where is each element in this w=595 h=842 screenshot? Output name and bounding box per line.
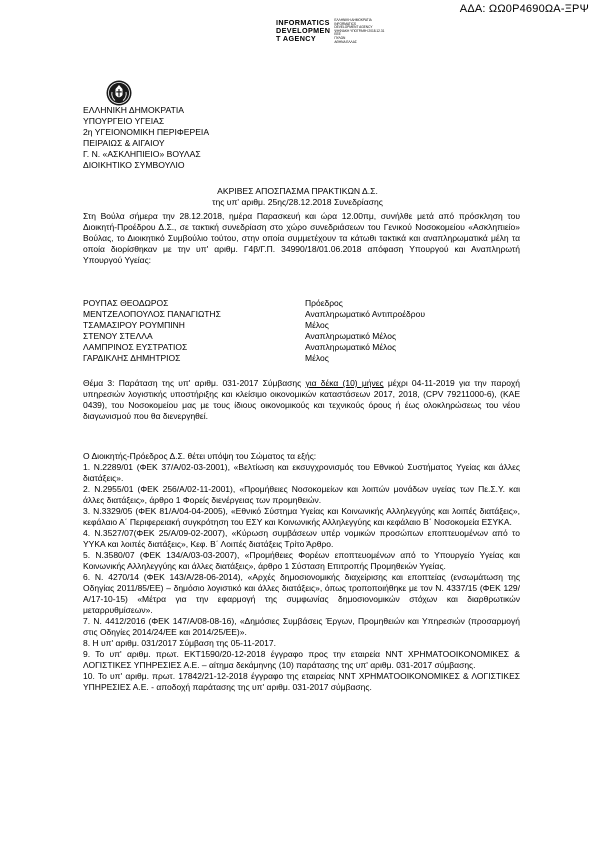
legal-basis-item: 2. Ν.2955/01 (ΦΕΚ 256/Α/02-11-2001), «Προμήθειες Νοσοκομείων και λοιπών μονάδων υγείας των Πε.Σ.Υ. και άλλες διατάξεις», άρθρο 1 Φορείς διενέργειας των προμηθειών. bbox=[83, 484, 520, 505]
member-role: Αναπληρωματικό Μέλος bbox=[305, 342, 397, 352]
legal-basis-item: 3. Ν.3329/05 (ΦΕΚ 81/Α/04-04-2005), «Εθνικό Σύστημα Υγείας και Κοινωνικής Αλληλεγγύης και λοιπές διατάξεις», κεφάλαιο Α΄ Περιφερειακή συγκρότηση του ΕΣΥ και Κοινωνικής Αλληλεγγύης και κεφάλαιο Β΄ Νοσοκομεία ΕΣΥΚΑ. bbox=[83, 506, 520, 527]
stamp-small-line: ΨΗΦΙΑΚΗ ΥΠΟΓΡΑΦΗ 2018.12.31 bbox=[334, 28, 385, 33]
title-line-1: ΑΚΡΙΒΕΣ ΑΠΟΣΠΑΣΜΑ ΠΡΑΚΤΙΚΩΝ Δ.Σ. bbox=[217, 186, 378, 196]
issuer-header bbox=[83, 105, 209, 171]
member-name: ΣΤΕΝΟΥ ΣΤΕΛΛΑ bbox=[83, 331, 153, 341]
stamp-line: T AGENCY bbox=[276, 34, 317, 43]
legal-basis-item: 10. Το υπ' αριθμ. πρωτ. 17842/21-12-2018 έγγραφο της εταιρείας ΝΝΤ ΧΡΗΜΑΤΟΟΙΚΟΝΟΜΙΚΕΣ & ΛΟΓΙΣΤΙΚΕΣ ΥΠΗΡΕΣΙΕΣ Α.Ε. - αποδοχή παράτασης της υπ' αριθμ. 031-2017 σύμβασης. bbox=[83, 671, 520, 692]
member-row bbox=[83, 298, 520, 309]
legal-basis-item: 8. Η υπ' αριθμ. 031/2017 Σύμβαση της 05-11-2017. bbox=[83, 638, 276, 648]
intro-paragraph: Στη Βούλα σήμερα την 28.12.2018, ημέρα Παρασκευή και ώρα 12.00πμ, συνήλθε μετά από πρόσκληση του Διοικητή-Προέδρου Δ.Σ., σε τακτική συνεδρίαση στο χώρο συνεδριάσεων του Γενικού Νοσοκομείου «Ασκληπιείο» Βούλας, το Διοικητικό Συμβούλιο τούτου, στην οποία συμμετέχουν τα κάτωθι τακτικά και αναπληρωματικά μέλη τα οποία διορίσθηκαν με την υπ' αριθμ. Γ4β/Γ.Π. 34990/18/01.06.2018 απόφαση Υπουργού και Αναπληρωτή Υπουργού Υγείας: bbox=[83, 211, 520, 265]
member-row bbox=[83, 309, 520, 320]
hellenic-emblem-icon bbox=[106, 80, 132, 106]
topic-duration: για δέκα (10) μήνες bbox=[305, 378, 384, 388]
member-role: Αναπληρωματικό Μέλος bbox=[305, 331, 397, 341]
legal-basis-item: 5. Ν.3580/07 (ΦΕΚ 134/Α/03-03-2007), «Προμήθειες Φορέων εποπτευομένων από το Υπουργείο Υγείας και Κοινωνικής Αλληλεγγύης και άλλες διατάξεις», άρθρο 1 Σύσταση Επιτροπής Προμηθειών Υγείας. bbox=[83, 550, 520, 571]
member-role: Μέλος bbox=[305, 320, 329, 330]
stamp-small-line: ΠΥΛΩΝ bbox=[334, 35, 346, 40]
member-row bbox=[83, 353, 520, 364]
header-line: Γ. Ν. «ΑΣΚΛΗΠΙΕΙΟ» ΒΟΥΛΑΣ bbox=[83, 149, 201, 159]
topic-text: Θέμα 3: Παράταση της υπ' αριθμ. 031-2017 Σύμβασης bbox=[83, 378, 306, 388]
header-line: ΥΠΟΥΡΓΕΙΟ ΥΓΕΙΑΣ bbox=[83, 116, 165, 126]
header-line: 2η ΥΓΕΙΟΝΟΜΙΚΗ ΠΕΡΙΦΕΡΕΙΑ bbox=[83, 127, 210, 137]
legal-basis-item: 6. Ν. 4270/14 (ΦΕΚ 143/Α/28-06-2014), «Αρχές δημοσιονομικής διαχείρισης και εποπτείας (ενσωμάτωση της Οδηγίας 2011/85/ΕΕ) – δημόσιο λογιστικό και άλλες διατάξεις», όπως τροποποιήθηκε με τον Ν. 4337/15 (ΦΕΚ 129/Α/17-10-15) «Μέτρα για την εφαρμογή της συμφωνίας δημοσιονομικών στόχων και διαρθρωτικών μεταρρυθμίσεων». bbox=[83, 572, 520, 615]
board-members-list bbox=[83, 298, 520, 364]
member-name: ΡΟΥΠΑΣ ΘΕΟΔΩΡΟΣ bbox=[83, 298, 169, 308]
member-row bbox=[83, 342, 520, 353]
legal-basis-item: 1. Ν.2289/01 (ΦΕΚ 37/Α/02-03-2001), «Βελτίωση και εκσυγχρονισμός του Εθνικού Συστήματος Υγείας και άλλες διατάξεις». bbox=[83, 462, 520, 483]
member-role: Αναπληρωματικό Αντιπροέδρου bbox=[305, 309, 425, 319]
legal-basis-item: 4. Ν.3527/07(ΦΕΚ 25/Α/09-02-2007), «Κύρωση συμβάσεων υπέρ νομικών προσώπων εποπτευομένων από το ΥΥΚΑ και λοιπές διατάξεις», Κεφ. Β΄ Λοιπές διατάξεις Τρίτο Άρθρο. bbox=[83, 528, 520, 549]
informatics-agency-stamp bbox=[276, 19, 386, 44]
header-line: ΠΕΙΡΑΙΩΣ & ΑΙΓΑΙΟΥ bbox=[83, 138, 165, 148]
member-row bbox=[83, 320, 520, 331]
stamp-line: INFORMATICS bbox=[276, 18, 330, 27]
topic-text-rest: μέχρι 04-11-2019 για την παροχή υπηρεσιών λογιστικής υποστήριξης και κλείσιμο οικονομικών καταστάσεων 2017, 2018, (CPV 79211000-6), (ΚΑΕ 0439), του Νοσοκομείου μας με τους ίδιους οικονομικούς και τεχνικούς όρους ή έως ολοκληρώσεως του νέου διαγωνισμού που θα διενεργηθεί. bbox=[83, 378, 520, 421]
stamp-words bbox=[276, 19, 330, 44]
stamp-small-print bbox=[334, 19, 386, 44]
legal-basis-item: 7. Ν. 4412/2016 (ΦΕΚ 147/Α/08-08-16), «Δημόσιες Συμβάσεις Έργων, Προμηθειών και Υπηρεσιών (προσαρμογή στις Οδηγίες 2014/24/ΕΕ και 2014/25/ΕΕ)». bbox=[83, 616, 520, 637]
member-name: ΤΣΑΜΑΣΙΡΟΥ ΡΟΥΜΠΙΝΗ bbox=[83, 320, 185, 330]
topic-paragraph bbox=[83, 378, 520, 422]
stamp-line: DEVELOPMEN bbox=[276, 26, 331, 35]
header-line: ΔΙΟΙΚΗΤΙΚΟ ΣΥΜΒΟΥΛΙΟ bbox=[83, 160, 185, 170]
header-line: ΕΛΛΗΝΙΚΗ ΔΗΜΟΚΡΑΤΙΑ bbox=[83, 105, 184, 115]
stamp-small-line: DEVELOPMENT AGENCY bbox=[334, 25, 373, 30]
legal-basis-list bbox=[83, 451, 520, 693]
stamp-small-line: ΕΛΛΗΝΙΚΗ ΔΗΜΟΚΡΑΤΙΑ bbox=[334, 18, 372, 22]
stamp-small-line: ΑΘΗΝΑ ΕΛΛΑΣ bbox=[334, 39, 357, 44]
member-name: ΓΑΡΔΙΚΛΗΣ ΔΗΜΗΤΡΙΟΣ bbox=[83, 353, 181, 363]
member-role: Μέλος bbox=[305, 353, 329, 363]
ada-code: ΑΔΑ: ΩΩ0Ρ4690ΩΑ-ΞΡΨ bbox=[459, 3, 589, 15]
member-row bbox=[83, 331, 520, 342]
document-title bbox=[0, 186, 595, 208]
member-name: ΜΕΝΤΖΕΛΟΠΟΥΛΟΣ ΠΑΝΑΓΙΩΤΗΣ bbox=[83, 309, 221, 319]
title-line-2: της υπ' αριθμ. 25ης/28.12.2018 Συνεδρίασης bbox=[212, 197, 383, 207]
member-role: Πρόεδρος bbox=[305, 298, 343, 308]
legal-basis-intro: Ο Διοικητής-Πρόεδρος Δ.Σ. θέτει υπόψη του Σώματος τα εξής: bbox=[83, 451, 317, 461]
stamp-small-line: ΕΕΕ bbox=[334, 32, 341, 37]
stamp-small-line: INFORMATICS bbox=[334, 21, 357, 26]
legal-basis-item: 9. Το υπ' αριθμ. πρωτ. ΕΚΤ1590/20-12-2018 έγγραφο προς την εταιρεία ΝΝΤ ΧΡΗΜΑΤΟΟΙΚΟΝΟΜΙΚΕΣ & ΛΟΓΙΣΤΙΚΕΣ ΥΠΗΡΕΣΙΕΣ Α.Ε. – αίτημα δεκάμηνης (10) παράτασης της υπ' αριθμ. 031-2017 σύμβασης. bbox=[83, 649, 520, 670]
member-name: ΛΑΜΠΡΙΝΟΣ ΕΥΣΤΡΑΤΙΟΣ bbox=[83, 342, 188, 352]
